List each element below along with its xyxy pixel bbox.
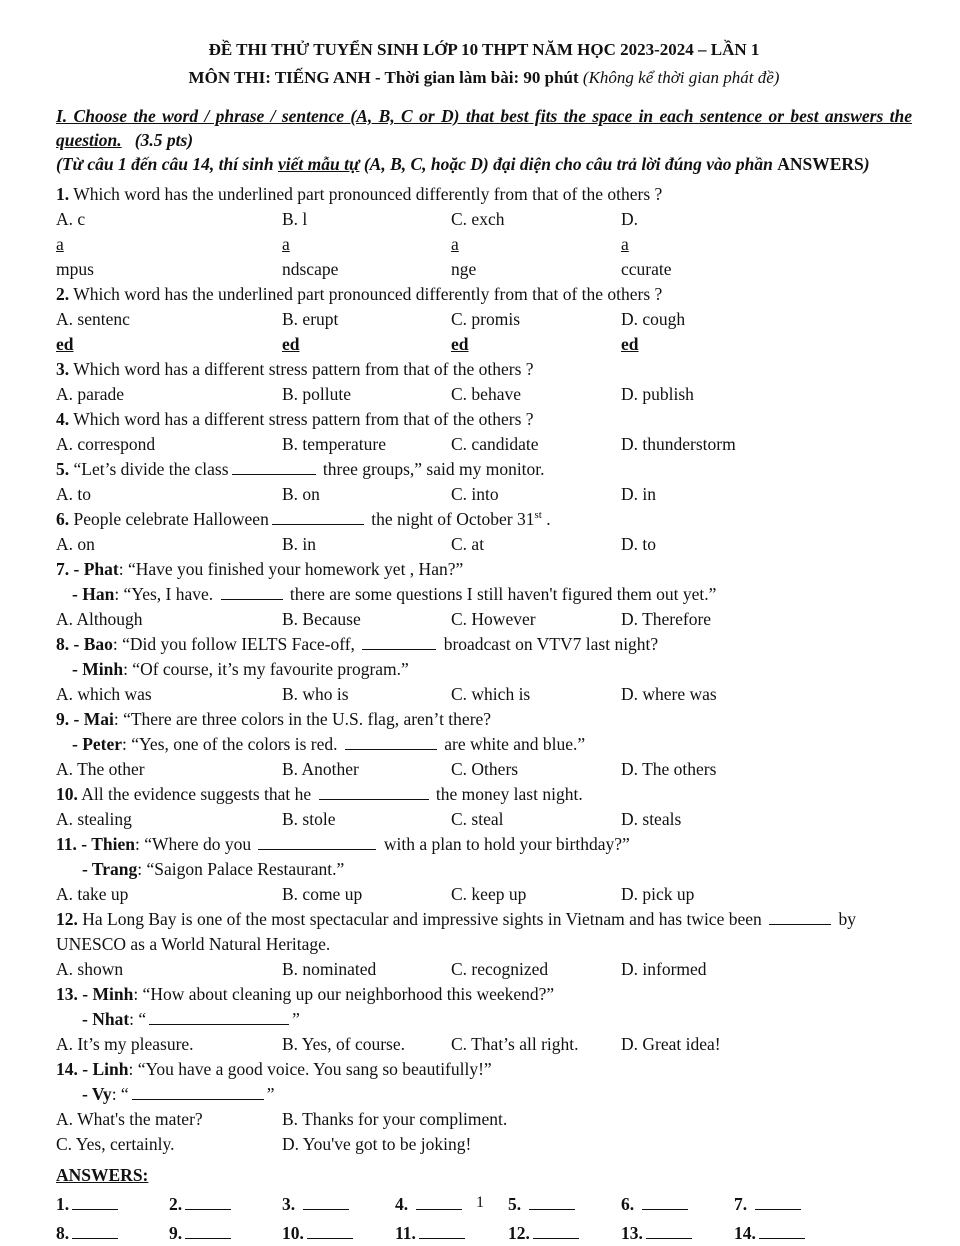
ordinal-suffix: st [534,509,542,522]
option-d[interactable]: D. to [621,534,656,554]
instr-part: (A, B, C, hoặc D) đại diện cho câu trả lời đúng vào phần [363,154,773,174]
question-number: 5. [56,459,70,479]
option-b[interactable]: B. erupt ed [282,309,339,354]
dialogue-line: : “Of course, it’s my favourite program.” [123,659,409,679]
answer-blank [258,832,376,850]
exam-subtitle [56,64,912,92]
option-a[interactable]: A. Although [56,609,143,629]
speaker-name: Trang [91,859,138,879]
instr-part: ) [863,154,870,174]
answer-blank [221,582,283,600]
option-b[interactable]: B. stole [282,809,336,829]
question-8: 8. - Bao: “Did you follow IELTS Face-off, broadcast on VTV7 last night? - Minh: “Of course, it’s my favourite program.” A. which was B. who is C. which is D. where was [56,632,912,707]
question-10 [56,782,912,832]
option-b[interactable]: B. who is [282,684,349,704]
answer-blank [232,457,316,475]
question-number: 7. [56,559,70,579]
option-c[interactable]: C. recognized [451,959,549,979]
dialogue-line: ” [292,1009,300,1029]
question-4 [56,407,912,457]
question-number: 6. [56,509,70,529]
dialogue-line: there are some questions I still haven't figured them out yet.” [289,584,717,604]
dialogue-line: with a plan to hold your birthday?” [383,834,630,854]
answer-cell-4[interactable]: 4. [395,1192,508,1217]
speaker-name: Nhat [92,1009,130,1029]
dialogue-line: : “Did you follow IELTS Face-off, [112,634,355,654]
option-b[interactable]: B. Another [282,759,359,779]
option-a[interactable]: A. to [56,484,91,504]
question-number: 11. [56,834,77,854]
option-b[interactable]: B. come up [282,884,363,904]
question-number: 2. [56,284,70,304]
speaker-name: Mai [83,709,114,729]
option-c[interactable]: C. into [451,484,499,504]
answer-blank [769,907,831,925]
answer-cell-7[interactable]: 7. [734,1192,847,1217]
question-text: Which word has the underlined part pronounced differently from that of the others ? [73,184,663,204]
dialogue-line: : “Yes, I have. [114,584,214,604]
section-points: (3.5 pts) [134,130,194,150]
answer-cell-9[interactable]: 9. [169,1221,282,1246]
question-text: “Let’s divide the class [73,459,229,479]
question-text-continued: UNESCO as a World Natural Heritage. [56,934,331,954]
option-c[interactable]: C. at [451,534,485,554]
option-a[interactable]: A. stealing [56,809,132,829]
question-text: the money last night. [435,784,583,804]
answer-cell-12[interactable]: 12. [508,1221,621,1246]
option-b[interactable]: B. pollute [282,384,352,404]
question-9: 9. - Mai: “There are three colors in the U.S. flag, aren’t there? - Peter: “Yes, one of the colors is red. are white and blue.” A. The other B. Another C. Others D. The others [56,707,912,782]
question-text: three groups,” said my monitor. [322,459,545,479]
answer-blank [319,782,429,800]
question-text: Which word has a different stress pattern from that of the others ? [73,409,534,429]
option-d[interactable]: D. Great idea! [621,1034,721,1054]
dialogue-line: : “Saigon Palace Restaurant.” [137,859,345,879]
option-b[interactable]: B. Yes, of course. [282,1034,405,1054]
answer-blank [345,732,437,750]
option-a[interactable]: A. The other [56,759,145,779]
option-b[interactable]: B. temperature [282,434,386,454]
answer-cell-10[interactable]: 10. [282,1221,395,1246]
dialogue-line: : “ [129,1009,147,1029]
exam-title: ĐỀ THI THỬ TUYỂN SINH LỚP 10 THPT NĂM HỌC 2023-2024 – LẦN 1 [208,40,760,59]
question-number: 12. [56,909,78,929]
option-d[interactable]: D. in [621,484,656,504]
dialogue-line: ” [266,1084,275,1104]
option-c[interactable]: C. promis ed [451,309,521,354]
option-d[interactable]: D. informed [621,959,707,979]
dialogue-line: are white and blue.” [444,734,586,754]
answer-cell-1[interactable]: 1. [56,1192,169,1217]
speaker-name: Linh [92,1059,129,1079]
dialogue-line: : “Have you finished your homework yet , Han?” [118,559,464,579]
option-a[interactable]: A. parade [56,384,125,404]
option-c[interactable]: C. candidate [451,434,539,454]
question-11: 11. - Thien: “Where do you with a plan to hold your birthday?” - Trang: “Saigon Palace Restaurant.” A. take up B. come up C. keep up D. pick up [56,832,912,907]
answer-blank [149,1007,289,1025]
question-number: 8. [56,634,70,654]
answer-cell-8[interactable]: 8. [56,1221,169,1246]
question-14: 14. - Linh: “You have a good voice. You sang so beautifully!” - Vy: “ ” A. What's the mater? B. Thanks for your compliment. C. Yes, certainly. D. You've got to be joking! [56,1057,912,1157]
dialogue-line: : “You have a good voice. You sang so beautifully!” [128,1059,492,1079]
option-d[interactable]: D. Therefore [621,609,712,629]
option-b[interactable]: B. in [282,534,317,554]
answer-cell-2[interactable]: 2. [169,1192,282,1217]
section-heading-text: I. Choose the word / phrase / sentence (A, B, C or D) that best fits the space in each sentence or best answers the question. [56,106,912,150]
option-b[interactable]: B. l a ndscape [282,209,339,279]
answer-blank [272,507,364,525]
answer-cell-13[interactable]: 13. [621,1221,734,1246]
option-c[interactable]: C. steal [451,809,504,829]
option-b[interactable]: B. Thanks for your compliment. [282,1109,508,1129]
option-c[interactable]: C. However [451,609,536,629]
option-a[interactable]: A. shown [56,959,124,979]
option-d[interactable]: D. cough ed [621,309,686,354]
option-c[interactable]: C. Yes, certainly. [56,1134,175,1154]
question-text: All the evidence suggests that he [81,784,312,804]
option-c[interactable]: C. keep up [451,884,527,904]
question-number: 13. [56,984,78,1004]
answer-cell-5[interactable]: 5. [508,1192,621,1217]
question-5 [56,457,912,507]
answer-cell-11[interactable]: 11. [395,1221,508,1246]
dialogue-line: : “How about cleaning up our neighborhood this weekend?” [133,984,555,1004]
speaker-name: Minh [82,659,124,679]
page-number: 1 [476,1194,484,1211]
option-c[interactable]: C. which is [451,684,531,704]
speaker-name: Bao [83,634,113,654]
option-c[interactable]: C. exch a nge [451,209,505,279]
option-d[interactable]: D. The others [621,759,717,779]
option-d[interactable]: D. You've got to be joking! [282,1134,472,1154]
question-13: 13. - Minh: “How about cleaning up our neighborhood this weekend?” - Nhat: “ ” A. It’s my pleasure. B. Yes, of course. C. That’s all right. D. Great idea! [56,982,912,1057]
answer-cell-3[interactable]: 3. [282,1192,395,1217]
speaker-name: Minh [92,984,134,1004]
option-c[interactable]: C. behave [451,384,521,404]
question-12 [56,907,912,982]
question-number: 4. [56,409,70,429]
option-b[interactable]: B. Because [282,609,361,629]
question-number: 1. [56,184,70,204]
instr-underlined: viết mẫu tự [277,154,360,174]
section-heading [56,104,912,152]
option-d[interactable]: D. where was [621,684,717,704]
question-7: 7. - Phat: “Have you finished your homework yet , Han?” - Han: “Yes, I have. there are some questions I still haven't figured them out yet.” A. Although B. Because C. However D. Therefore [56,557,912,632]
option-d[interactable]: D. thunderstorm [621,434,736,454]
answer-blank [362,632,436,650]
option-a[interactable]: A. c a mpus [56,209,94,279]
question-number: 10. [56,784,78,804]
dialogue-line: : “ [111,1084,129,1104]
speaker-name: Thien [91,834,135,854]
question-number: 14. [56,1059,78,1079]
option-a[interactable]: A. It’s my pleasure. [56,1034,194,1054]
speaker-name: Han [82,584,115,604]
question-6 [56,507,912,557]
speaker-name: Phat [83,559,119,579]
option-c[interactable]: C. Others [451,759,519,779]
option-a[interactable]: A. What's the mater? [56,1109,203,1129]
speaker-name: Vy [91,1084,112,1104]
answer-blank [132,1082,264,1100]
answer-cell-6[interactable]: 6. [621,1192,734,1217]
option-d[interactable]: D. steals [621,809,682,829]
dialogue-line: : “Where do you [134,834,252,854]
question-text: People celebrate Halloween [73,509,269,529]
question-2 [56,282,912,357]
dialogue-line: : “Yes, one of the colors is red. [122,734,338,754]
question-number: 3. [56,359,70,379]
option-d[interactable]: D. pick up [621,884,695,904]
instr-part: (Từ câu 1 đến câu 14, thí sinh [56,154,274,174]
option-d[interactable]: D. publish [621,384,694,404]
option-a[interactable]: A. on [56,534,95,554]
instr-answers-word: ANSWERS [777,154,864,174]
option-b[interactable]: B. on [282,484,320,504]
dialogue-line: broadcast on VTV7 last night? [443,634,659,654]
option-a[interactable]: A. sentenc ed [56,309,130,354]
answer-cell-14[interactable]: 14. [734,1221,847,1246]
speaker-name: Peter [82,734,123,754]
option-b[interactable]: B. nominated [282,959,377,979]
question-text: by [838,909,857,929]
question-1 [56,182,912,282]
question-text: Which word has a different stress pattern from that of the others ? [73,359,534,379]
option-a[interactable]: A. which was [56,684,152,704]
question-text: Ha Long Bay is one of the most spectacular and impressive sights in Vietnam and has twice been [82,909,762,929]
question-text: the night of October 31 [371,509,535,529]
option-a[interactable]: A. correspond [56,434,156,454]
question-number: 9. [56,709,70,729]
dialogue-line: : “There are three colors in the U.S. flag, aren’t there? [113,709,492,729]
option-c[interactable]: C. That’s all right. [451,1034,579,1054]
answers-title: ANSWERS: [56,1165,149,1185]
subtitle-note: (Không kể thời gian phát đề) [582,68,780,87]
question-text: Which word has the underlined part pronounced differently from that of the others ? [73,284,663,304]
option-a[interactable]: A. take up [56,884,129,904]
question-3 [56,357,912,407]
subtitle-text: MÔN THI: TIẾNG ANH - Thời gian làm bài: 90 phút [188,68,579,87]
answers-row-2 [56,1221,912,1246]
section-instruction [56,152,912,176]
option-d[interactable]: D. a ccurate [621,209,672,279]
question-text: . [546,509,551,529]
